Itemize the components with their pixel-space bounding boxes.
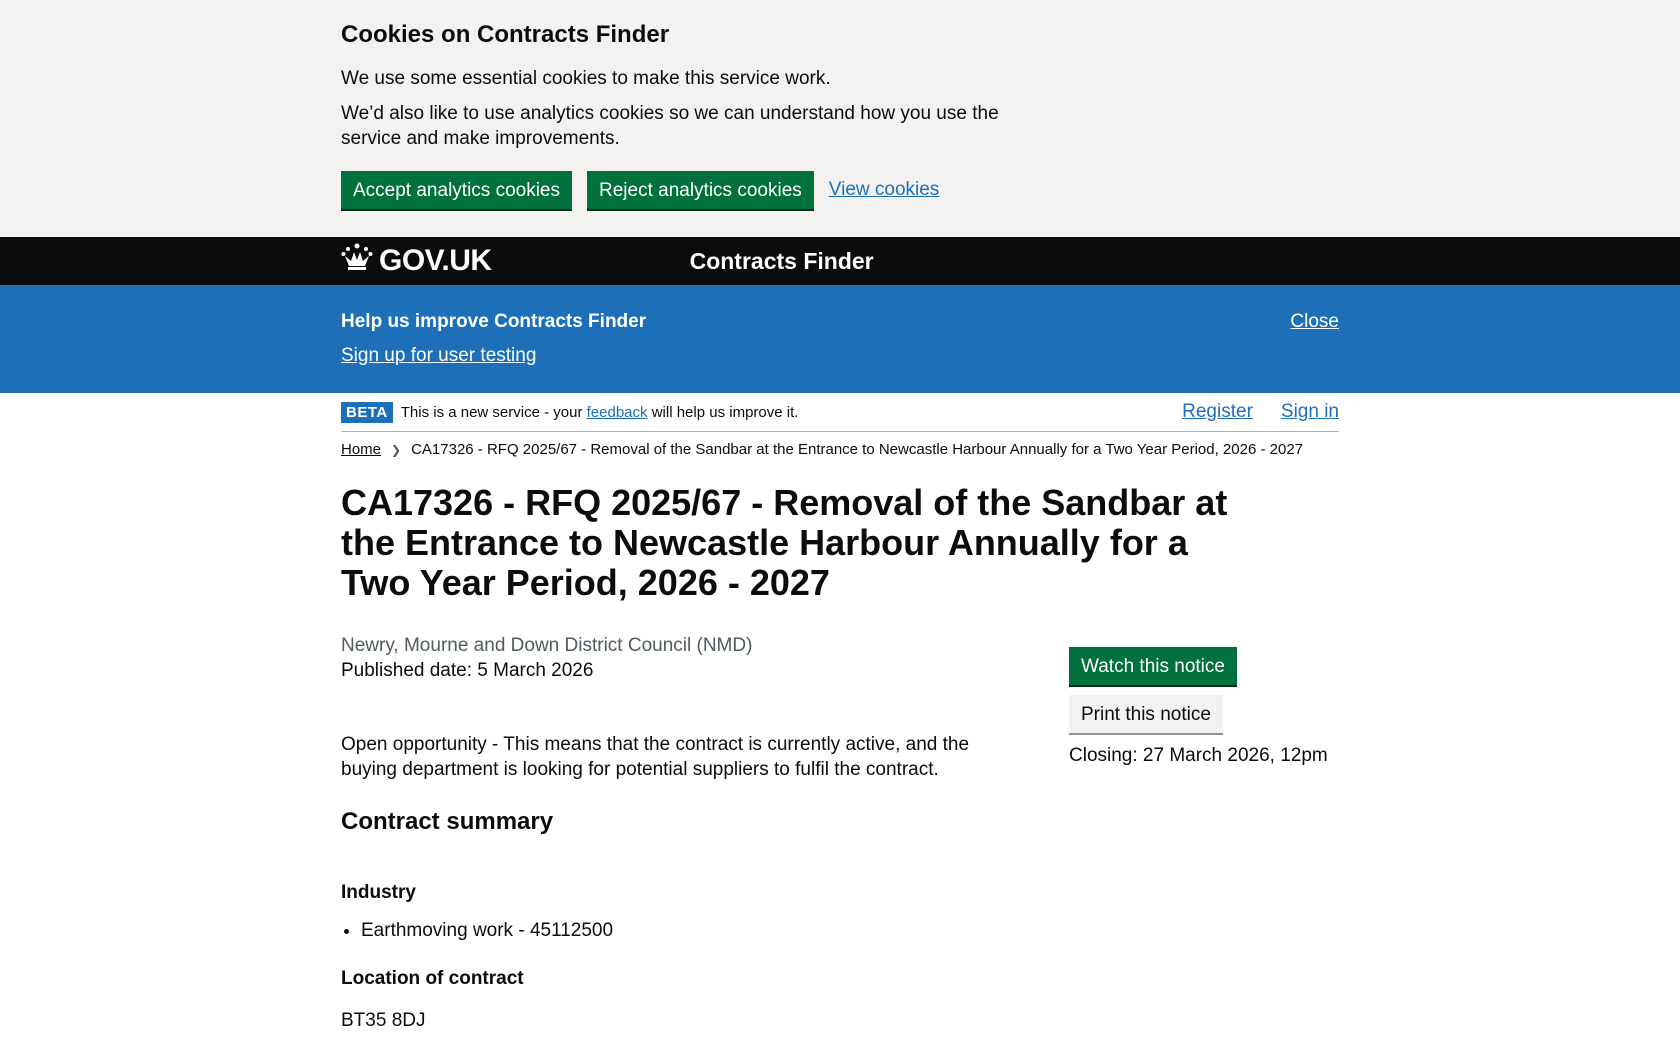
- cookie-banner: [0, 0, 1680, 237]
- phase-banner: [341, 393, 1339, 432]
- feedback-banner: [0, 285, 1680, 393]
- cookie-heading: Cookies on Contracts Finder: [341, 21, 670, 48]
- breadcrumb-current: CA17326 - RFQ 2025/67 - Removal of the Sandbar at the Entrance to Newcastle Harbour Annually for a Two Year Period, 2026 - 2027: [411, 441, 1303, 458]
- list-item: • Earthmoving work - 45112500: [361, 920, 1031, 942]
- contract-summary-heading: Contract summary: [341, 808, 554, 835]
- breadcrumb: [341, 441, 1339, 458]
- phase-text-after: will help us improve it.: [651, 403, 799, 421]
- govuk-logo-text: GOV.UK: [379, 244, 492, 277]
- industry-heading: Industry: [341, 882, 416, 903]
- beta-tag: BETA: [341, 402, 393, 423]
- site-header: [0, 237, 1680, 285]
- crown-icon: [341, 242, 379, 280]
- govuk-logo[interactable]: [341, 242, 492, 280]
- phase-message: [401, 404, 799, 421]
- breadcrumb-home-link[interactable]: Home: [341, 441, 382, 458]
- status-description: Open opportunity - This means that the contract is currently active, and the buying department is looking for potential suppliers to fulfil the contract.: [341, 734, 970, 780]
- feedback-banner-title: Help us improve Contracts Finder: [341, 311, 647, 332]
- organisation-name: Newry, Mourne and Down District Council (NMD): [341, 635, 753, 656]
- location-value: BT35 8DJ: [341, 1010, 426, 1031]
- main-container: [341, 393, 1339, 1032]
- published-date: Published date: 5 March 2026: [341, 660, 594, 681]
- reject-cookies-button[interactable]: Reject analytics cookies: [587, 171, 814, 209]
- cookie-text-essential: We use some essential cookies to make this service work.: [341, 68, 831, 89]
- accept-cookies-button[interactable]: Accept analytics cookies: [341, 171, 572, 209]
- phase-text-before: This is a new service - your: [400, 403, 583, 421]
- print-notice-button[interactable]: Print this notice: [1069, 695, 1223, 733]
- location-heading: Location of contract: [341, 968, 524, 989]
- sign-in-link[interactable]: Sign in: [1280, 401, 1339, 422]
- view-cookies-link[interactable]: View cookies: [828, 179, 940, 200]
- watch-notice-button[interactable]: Watch this notice: [1069, 647, 1237, 685]
- close-banner-link[interactable]: Close: [1290, 311, 1339, 332]
- register-link[interactable]: Register: [1182, 401, 1253, 422]
- closing-date: Closing: 27 March 2026, 12pm: [1069, 745, 1328, 766]
- cookie-text-analytics: We’d also like to use analytics cookies so we can understand how you use the service and make improvements.: [341, 103, 999, 149]
- feedback-link[interactable]: feedback: [586, 403, 648, 421]
- service-name-link[interactable]: Contracts Finder: [689, 247, 874, 274]
- page-title: CA17326 - RFQ 2025/67 - Removal of the Sandbar at the Entrance to Newcastle Harbour Annually for a Two Year Period, 2026 - 2027: [341, 482, 1228, 603]
- industry-list: [341, 920, 1031, 942]
- chevron-right-icon: ❯: [391, 442, 402, 457]
- user-testing-link[interactable]: Sign up for user testing: [341, 345, 537, 366]
